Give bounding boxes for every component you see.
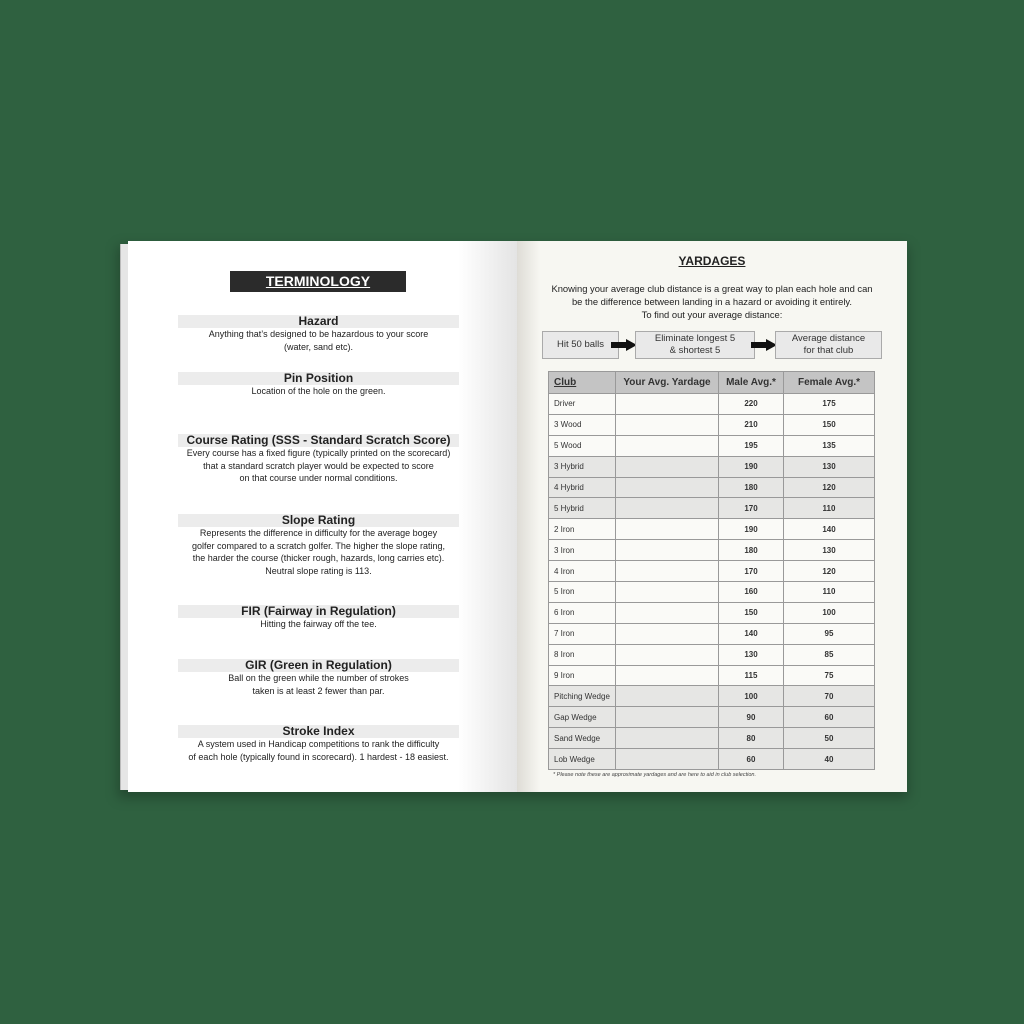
term-entry (178, 372, 459, 398)
header-your-yardage: Your Avg. Yardage (616, 372, 719, 394)
female-avg-cell: 85 (784, 644, 875, 665)
intro-line: be the difference between landing in a hazard or avoiding it entirely. (571, 296, 853, 307)
club-cell: 3 Hybrid (549, 456, 616, 477)
table-row (549, 456, 875, 477)
arrow-right-icon (611, 339, 637, 351)
male-avg-cell: 170 (719, 498, 784, 519)
club-cell: 2 Iron (549, 519, 616, 540)
your-yardage-cell[interactable] (616, 582, 719, 603)
term-entry (178, 605, 459, 631)
your-yardage-cell[interactable] (616, 665, 719, 686)
step-text: Hit 50 balls (557, 339, 604, 350)
term-entry (178, 315, 459, 353)
header-club: Club (549, 372, 616, 394)
term-heading: Stroke Index (178, 725, 459, 738)
intro-text (537, 282, 887, 321)
club-cell: 4 Hybrid (549, 477, 616, 498)
term-entry (178, 659, 459, 697)
yardages-title: YARDAGES (678, 254, 746, 268)
term-description: Location of the hole on the green. (251, 386, 386, 396)
club-cell: Lob Wedge (549, 749, 616, 770)
step-text: Average distance (791, 333, 866, 344)
your-yardage-cell[interactable] (616, 561, 719, 582)
term-description: Represents the difference in difficulty for the average bogey (199, 528, 438, 538)
table-row (549, 749, 875, 770)
term-description: of each hole (typically found in scorecard). 1 hardest - 18 easiest. (188, 751, 449, 762)
table-row (549, 623, 875, 644)
club-cell: 8 Iron (549, 644, 616, 665)
your-yardage-cell[interactable] (616, 602, 719, 623)
step-text: & shortest 5 (669, 345, 721, 356)
your-yardage-cell[interactable] (616, 728, 719, 749)
club-cell: 5 Iron (549, 582, 616, 603)
female-avg-cell: 110 (784, 582, 875, 603)
club-cell: 3 Wood (549, 414, 616, 435)
yardage-table (548, 371, 875, 770)
male-avg-cell: 150 (719, 602, 784, 623)
intro-line: To find out your average distance: (641, 309, 783, 320)
club-cell: 7 Iron (549, 623, 616, 644)
term-heading: Course Rating (SSS - Standard Scratch Score) (178, 434, 459, 447)
male-avg-cell: 190 (719, 456, 784, 477)
your-yardage-cell[interactable] (616, 519, 719, 540)
term-entry (178, 514, 459, 577)
step-text: Eliminate longest 5 (654, 333, 736, 344)
male-avg-cell: 100 (719, 686, 784, 707)
female-avg-cell: 120 (784, 561, 875, 582)
your-yardage-cell[interactable] (616, 686, 719, 707)
step-box-2 (635, 331, 755, 359)
term-description: Ball on the green while the number of strokes (228, 673, 409, 683)
female-avg-cell: 60 (784, 707, 875, 728)
your-yardage-cell[interactable] (616, 749, 719, 770)
term-description: golfer compared to a scratch golfer. The higher the slope rating, (192, 540, 445, 551)
your-yardage-cell[interactable] (616, 394, 719, 415)
male-avg-cell: 180 (719, 477, 784, 498)
table-row (549, 728, 875, 749)
table-row (549, 477, 875, 498)
term-description: on that course under normal conditions. (239, 473, 398, 483)
male-avg-cell: 180 (719, 540, 784, 561)
male-avg-cell: 140 (719, 623, 784, 644)
table-row (549, 561, 875, 582)
your-yardage-cell[interactable] (616, 456, 719, 477)
club-cell: 5 Hybrid (549, 498, 616, 519)
terminology-title: TERMINOLOGY (230, 271, 406, 292)
male-avg-cell: 60 (719, 749, 784, 770)
table-row (549, 665, 875, 686)
female-avg-cell: 130 (784, 540, 875, 561)
female-avg-cell: 150 (784, 414, 875, 435)
term-description: taken is at least 2 fewer than par. (252, 685, 385, 696)
term-entry (178, 434, 459, 485)
term-description: Anything that’s designed to be hazardous to your score (208, 329, 429, 339)
club-cell: 6 Iron (549, 602, 616, 623)
table-row (549, 435, 875, 456)
term-heading: GIR (Green in Regulation) (178, 659, 459, 672)
female-avg-cell: 70 (784, 686, 875, 707)
term-entry (178, 725, 459, 763)
club-cell: Driver (549, 394, 616, 415)
female-avg-cell: 130 (784, 456, 875, 477)
female-avg-cell: 50 (784, 728, 875, 749)
male-avg-cell: 210 (719, 414, 784, 435)
male-avg-cell: 195 (719, 435, 784, 456)
female-avg-cell: 75 (784, 665, 875, 686)
female-avg-cell: 120 (784, 477, 875, 498)
your-yardage-cell[interactable] (616, 644, 719, 665)
term-description: (water, sand etc). (283, 341, 354, 352)
female-avg-cell: 100 (784, 602, 875, 623)
club-cell: Pitching Wedge (549, 686, 616, 707)
your-yardage-cell[interactable] (616, 435, 719, 456)
male-avg-cell: 90 (719, 707, 784, 728)
club-cell: 4 Iron (549, 561, 616, 582)
your-yardage-cell[interactable] (616, 707, 719, 728)
term-description: Every course has a fixed figure (typically printed on the scorecard) (186, 448, 451, 458)
arrow-right-icon (751, 339, 777, 351)
female-avg-cell: 95 (784, 623, 875, 644)
female-avg-cell: 175 (784, 394, 875, 415)
term-description: Neutral slope rating is 113. (265, 565, 372, 576)
table-row (549, 498, 875, 519)
term-description: Hitting the fairway off the tee. (260, 619, 377, 629)
male-avg-cell: 80 (719, 728, 784, 749)
step-box-3 (775, 331, 882, 359)
club-cell: 3 Iron (549, 540, 616, 561)
left-page (128, 241, 517, 792)
club-cell: 9 Iron (549, 665, 616, 686)
your-yardage-cell[interactable] (616, 498, 719, 519)
table-row (549, 519, 875, 540)
club-cell: 5 Wood (549, 435, 616, 456)
right-page (517, 241, 907, 792)
male-avg-cell: 160 (719, 582, 784, 603)
intro-line: Knowing your average club distance is a great way to plan each hole and can (551, 283, 873, 294)
male-avg-cell: 220 (719, 394, 784, 415)
term-heading: Hazard (178, 315, 459, 328)
step-text: for that club (803, 345, 854, 356)
female-avg-cell: 140 (784, 519, 875, 540)
male-avg-cell: 190 (719, 519, 784, 540)
your-yardage-cell[interactable] (616, 414, 719, 435)
table-row (549, 394, 875, 415)
table-row (549, 707, 875, 728)
step-box-1 (542, 331, 619, 359)
your-yardage-cell[interactable] (616, 623, 719, 644)
term-heading: FIR (Fairway in Regulation) (178, 605, 459, 618)
male-avg-cell: 170 (719, 561, 784, 582)
your-yardage-cell[interactable] (616, 540, 719, 561)
term-description: the harder the course (thicker rough, hazards, long carries etc). (192, 553, 445, 563)
male-avg-cell: 130 (719, 644, 784, 665)
table-row (549, 414, 875, 435)
your-yardage-cell[interactable] (616, 477, 719, 498)
club-cell: Sand Wedge (549, 728, 616, 749)
term-heading: Slope Rating (178, 514, 459, 527)
male-avg-cell: 115 (719, 665, 784, 686)
club-cell: Gap Wedge (549, 707, 616, 728)
female-avg-cell: 110 (784, 498, 875, 519)
header-female: Female Avg.* (784, 372, 875, 394)
term-heading: Pin Position (178, 372, 459, 385)
table-row (549, 540, 875, 561)
table-row (549, 582, 875, 603)
table-row (549, 602, 875, 623)
female-avg-cell: 135 (784, 435, 875, 456)
table-row (549, 686, 875, 707)
female-avg-cell: 40 (784, 749, 875, 770)
header-male: Male Avg.* (719, 372, 784, 394)
term-description: that a standard scratch player would be expected to score (203, 460, 434, 471)
term-description: A system used in Handicap competitions to rank the difficulty (197, 739, 440, 749)
footnote: * Please note these are approximate yardages and are here to aid in club selection. (553, 772, 757, 778)
table-row (549, 644, 875, 665)
